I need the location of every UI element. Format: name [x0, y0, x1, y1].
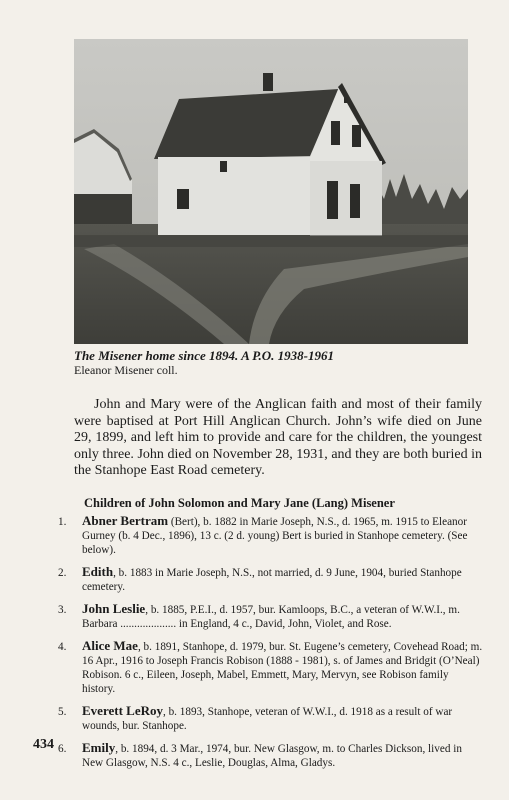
entry-name: Alice Mae — [82, 638, 138, 653]
entry-number: 5. — [58, 706, 67, 718]
page-number: 434 — [33, 737, 54, 752]
entry-details: , b. 1885, P.E.I., d. 1957, bur. Kamloops, B.C., a veteran of W.W.I., m. Barbara .................... in England, 4 c., David, John, Violet, and Rose. — [82, 604, 460, 630]
entry-details: , b. 1894, d. 3 Mar., 1974, bur. New Glasgow, m. to Charles Dickson, lived in New Glasgow, N.S. 4 c., Leslie, Douglas, Alma, Gladys. — [82, 743, 462, 769]
entry-number: 2. — [58, 567, 67, 579]
entry-details: , b. 1891, Stanhope, d. 1979, bur. St. Eugene’s cemetery, Covehead Road; m. 16 Apr., 1916 to Joseph Francis Robison (1888 - 1981), s. of James and Bridgit (O’Neal) Robison. 6 c., Eileen, Joseph, Mabel, Emmett, Mary, Mervyn, see Robison family history. — [82, 641, 483, 695]
entry-details: (Bert), b. 1882 in Marie Joseph, N.S., d. 1965, m. 1915 to Eleanor Gurney (b. 4 Dec., 1896), 13 c. (2 d. young) Bert is buried in Stanhope cemetery. (See below). — [82, 516, 468, 556]
list-item — [54, 565, 484, 594]
entry-number: 1. — [58, 516, 67, 528]
list-item — [54, 704, 484, 733]
entry-name: Emily — [82, 740, 116, 755]
entry-name: Abner Bertram — [82, 513, 169, 528]
entry-name: Everett LeRoy — [82, 703, 163, 718]
list-item — [54, 602, 484, 631]
children-list — [54, 514, 484, 778]
entry-number: 4. — [58, 641, 67, 653]
entry-number: 6. — [58, 743, 67, 755]
photo-caption: The Misener home since 1894. A P.O. 1938-1961 — [74, 348, 335, 363]
photo-credit: Eleanor Misener coll. — [74, 363, 178, 377]
entry-number: 3. — [58, 604, 67, 616]
body-paragraph: John and Mary were of the Anglican faith and most of their family were baptised at Port Hill Anglican Church. John’s wife died on June 29, 1899, and left him to provide and care for the children, the youngest only three. John died on November 28, 1931, and they are both buried in the Stanhope East Road cemetery. — [74, 397, 482, 479]
entry-details: , b. 1893, Stanhope, veteran of W.W.I., d. 1918 as a result of war wounds, bur. Stanhope. — [82, 706, 453, 732]
entry-name: Edith — [82, 564, 114, 579]
entry-name: John Leslie — [82, 601, 146, 616]
children-heading: Children of John Solomon and Mary Jane (Lang) Misener — [84, 496, 395, 510]
list-item — [54, 639, 484, 696]
house-photo-image — [74, 39, 468, 344]
entry-details: , b. 1883 in Marie Joseph, N.S., not married, d. 9 June, 1904, buried Stanhope cemetery. — [82, 567, 462, 593]
list-item — [54, 514, 484, 557]
list-item — [54, 741, 484, 770]
house-photo — [74, 39, 468, 344]
